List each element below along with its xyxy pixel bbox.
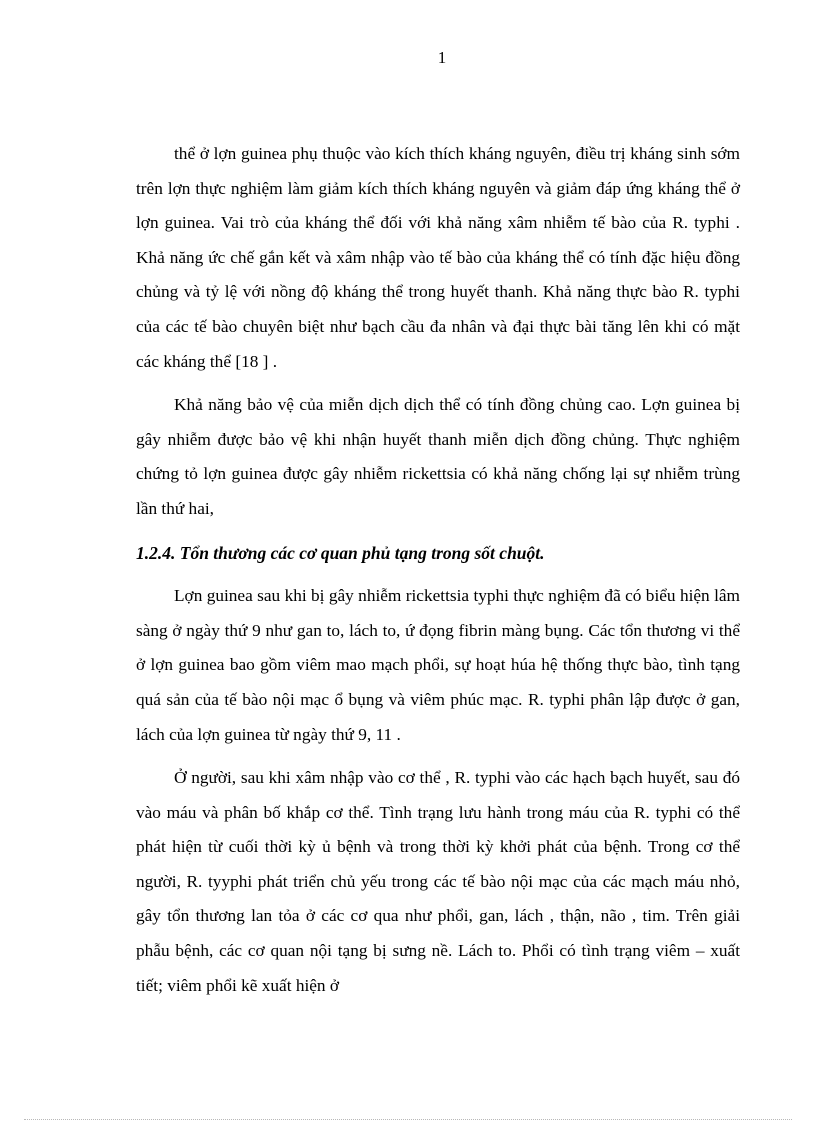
paragraph-humoral-immunity: Khả năng bảo vệ của miễn dịch dịch thể có tính đồng chủng cao. Lợn guinea bị gây nhiễm được bảo vệ khi nhận huyết thanh miễn dịch đồng chủng. Thực nghiệm chứng tỏ lợn guinea được gây nhiễm rickettsia có khả năng chống lại sự nhiễm trùng lần thứ hai,: [136, 395, 740, 518]
document-body: [136, 137, 740, 1003]
paragraph-antibody-role: thể ở lợn guinea phụ thuộc vào kích thích kháng nguyên, điều trị kháng sinh sớm trên lợn thực nghiệm làm giảm kích thích kháng nguyên và giảm đáp ứng kháng thể ở lợn guinea. Vai trò của kháng thể đối với khả năng xâm nhiễm tế bào của R. typhi . Khả năng ức chế gắn kết và xâm nhập vào tế bào của kháng thể có tính đặc hiệu đồng chủng và tỷ lệ với nồng độ kháng thể trong huyết thanh. Khả năng thực bào R. typhi của các tế bào chuyên biệt như bạch cầu đa nhân và đại thực bài tăng lên khi có mặt các kháng thể [18 ] .: [136, 144, 740, 371]
page-number: 1: [437, 48, 447, 67]
paragraph-human-lesions: Ở người, sau khi xâm nhập vào cơ thể , R. typhi vào các hạch bạch huyết, sau đó vào máu và phân bố khắp cơ thể. Tình trạng lưu hành trong máu của R. typhi có thể phát hiện từ cuối thời kỳ ủ bệnh và trong thời kỳ khởi phát của bệnh. Trong cơ thể người, R. tyyphi phát triển chủ yếu trong các tế bào nội mạc của các mạch máu nhỏ, gây tổn thương lan tỏa ở các cơ qua như phổi, gan, lách , thận, não , tim. Trên giải phẫu bệnh, các cơ quan nội tạng bị sưng nề. Lách to. Phổi có tình trạng viêm – xuất tiết; viêm phổi kẽ xuất hiện ở: [136, 768, 740, 995]
page-bottom-divider: [24, 1119, 792, 1120]
section-heading: 1.2.4. Tổn thương các cơ quan phủ tạng trong sốt chuột.: [136, 542, 545, 563]
paragraph-guinea-pig-lesions: Lợn guinea sau khi bị gây nhiễm rickettsia typhi thực nghiệm đã có biểu hiện lâm sàng ở ngày thứ 9 như gan to, lách to, ứ đọng fibrin màng bụng. Các tổn thương vi thể ở lợn guinea bao gồm viêm mao mạch phổi, sự hoạt húa hệ thống thực bào, tình tạng quá sản của tế bào nội mạc ổ bụng và viêm phúc mạc. R. typhi phân lập được ở gan, lách của lợn guinea từ ngày thứ 9, 11 .: [136, 586, 740, 744]
